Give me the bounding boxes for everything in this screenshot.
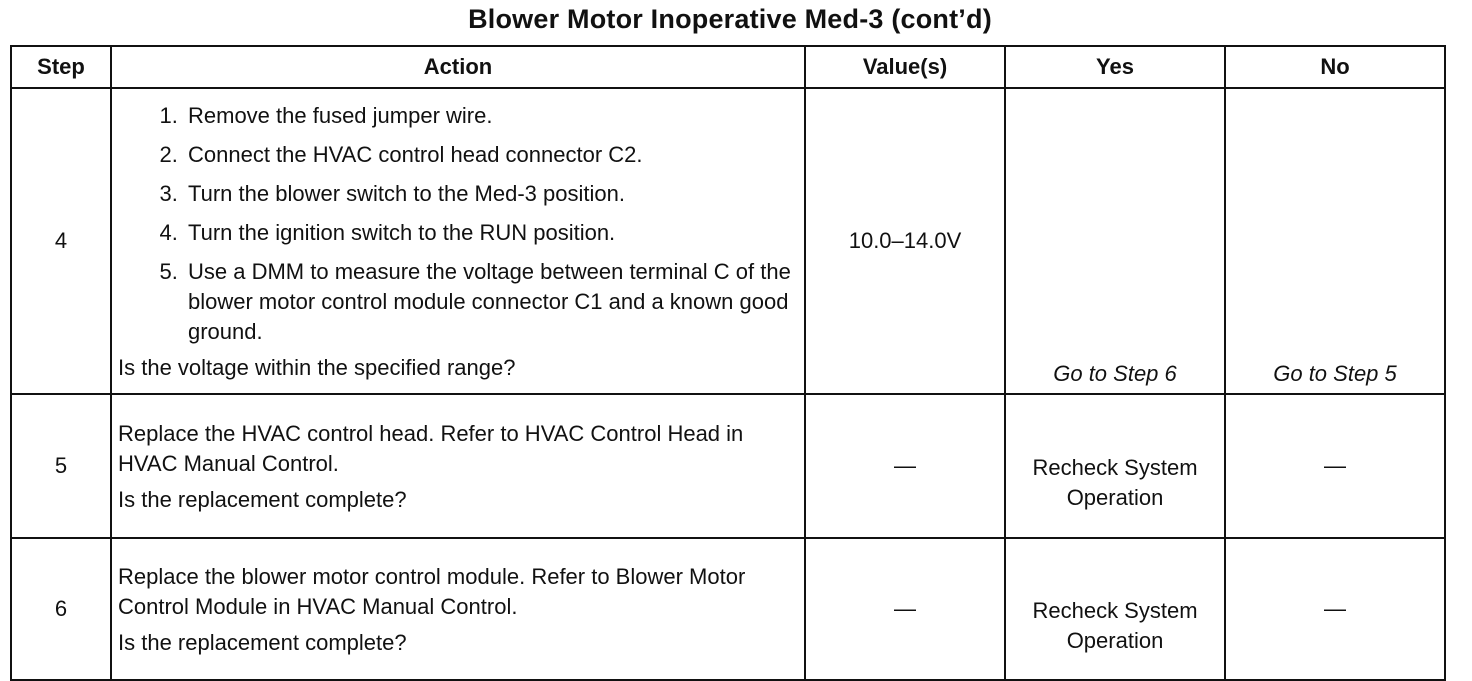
no-cell: Go to Step 5 (1225, 88, 1445, 394)
action-step: 2. Connect the HVAC control head connector C2. (184, 140, 796, 170)
yes-cell: Recheck System Operation (1005, 538, 1225, 680)
value-cell: — (805, 538, 1005, 680)
diagnostic-table (10, 45, 1446, 681)
action-cell (111, 394, 805, 538)
table-header-row (11, 46, 1445, 88)
table-row (11, 88, 1445, 394)
no-cell: — (1225, 538, 1445, 680)
table-row (11, 538, 1445, 680)
action-text: Replace the blower motor control module. Refer to Blower Motor Control Module in HVAC Manual Control. (118, 564, 746, 619)
step-number: 6 (11, 538, 111, 680)
header-action: Action (111, 46, 805, 88)
action-question: Is the replacement complete? (118, 630, 407, 655)
action-cell (111, 88, 805, 394)
action-step: 1. Remove the fused jumper wire. (184, 101, 796, 131)
action-step: 5. Use a DMM to measure the voltage between terminal C of the blower motor control module connector C1 and a known good ground. (184, 257, 796, 347)
yes-cell: Go to Step 6 (1005, 88, 1225, 394)
page-title: Blower Motor Inoperative Med-3 (cont’d) (468, 4, 992, 34)
step-number: 4 (11, 88, 111, 394)
action-step-list (118, 101, 796, 347)
yes-cell: Recheck System Operation (1005, 394, 1225, 538)
header-yes: Yes (1005, 46, 1225, 88)
header-step: Step (11, 46, 111, 88)
value-cell: 10.0–14.0V (805, 88, 1005, 394)
table-row (11, 394, 1445, 538)
action-cell (111, 538, 805, 680)
step-number: 5 (11, 394, 111, 538)
action-question: Is the replacement complete? (118, 487, 407, 512)
action-question: Is the voltage within the specified range? (118, 355, 516, 380)
no-cell: — (1225, 394, 1445, 538)
header-no: No (1225, 46, 1445, 88)
value-cell: — (805, 394, 1005, 538)
action-step: 4. Turn the ignition switch to the RUN position. (184, 218, 796, 248)
action-step: 3. Turn the blower switch to the Med-3 position. (184, 179, 796, 209)
header-values: Value(s) (805, 46, 1005, 88)
action-text: Replace the HVAC control head. Refer to HVAC Control Head in HVAC Manual Control. (118, 421, 744, 476)
